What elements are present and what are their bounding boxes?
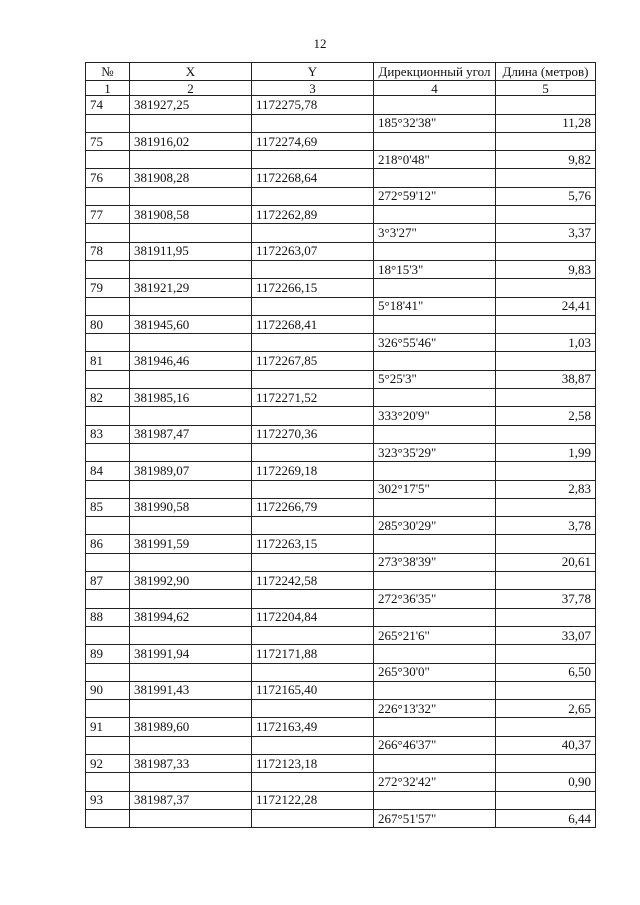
empty-cell [130,443,252,461]
empty-cell [130,370,252,388]
segment-length: 38,87 [496,370,596,388]
point-number: 80 [86,315,130,333]
empty-cell [86,553,130,571]
empty-cell [252,151,374,169]
point-y: 1172165,40 [252,681,374,699]
point-y: 1172274,69 [252,132,374,150]
point-number: 93 [86,791,130,809]
empty-cell [130,590,252,608]
segment-length: 0,90 [496,773,596,791]
point-x: 381987,37 [130,791,252,809]
segment-length: 11,28 [496,114,596,132]
empty-cell [496,389,596,407]
empty-cell [86,809,130,827]
point-row [86,206,596,224]
empty-cell [496,315,596,333]
point-y: 1172263,07 [252,242,374,260]
empty-cell [86,517,130,535]
point-number: 83 [86,425,130,443]
empty-cell [252,517,374,535]
segment-length: 40,37 [496,736,596,754]
empty-cell [86,151,130,169]
empty-cell [130,663,252,681]
segment-length: 9,82 [496,151,596,169]
empty-cell [252,260,374,278]
segment-length: 6,50 [496,663,596,681]
segment-angle: 272°36'35" [374,590,496,608]
point-row [86,718,596,736]
empty-cell [252,443,374,461]
point-number: 92 [86,754,130,772]
empty-cell [252,809,374,827]
empty-cell [374,791,496,809]
empty-cell [252,736,374,754]
empty-cell [374,206,496,224]
segment-row [86,297,596,315]
segment-row [86,736,596,754]
segment-length: 1,99 [496,443,596,461]
empty-cell [130,187,252,205]
empty-cell [130,553,252,571]
segment-angle: 272°32'42" [374,773,496,791]
point-y: 1172268,41 [252,315,374,333]
empty-cell [496,132,596,150]
point-y: 1172204,84 [252,608,374,626]
point-x: 381991,94 [130,645,252,663]
empty-cell [252,700,374,718]
point-number: 74 [86,96,130,114]
segment-row [86,773,596,791]
empty-cell [130,297,252,315]
segment-length: 9,83 [496,260,596,278]
header-y: Y [252,63,374,81]
point-x: 381916,02 [130,132,252,150]
point-number: 82 [86,389,130,407]
point-number: 89 [86,645,130,663]
point-number: 79 [86,279,130,297]
segment-angle: 18°15'3" [374,260,496,278]
point-y: 1172275,78 [252,96,374,114]
segment-length: 1,03 [496,334,596,352]
segment-row [86,626,596,644]
point-row [86,754,596,772]
point-y: 1172270,36 [252,425,374,443]
empty-cell [374,645,496,663]
empty-cell [130,626,252,644]
empty-cell [86,663,130,681]
empty-cell [252,334,374,352]
empty-cell [374,169,496,187]
empty-cell [130,809,252,827]
empty-cell [496,535,596,553]
point-x: 381921,29 [130,279,252,297]
point-row [86,681,596,699]
segment-angle: 302°17'5" [374,480,496,498]
empty-cell [496,206,596,224]
segment-angle: 323°35'29" [374,443,496,461]
empty-cell [130,700,252,718]
empty-cell [496,462,596,480]
point-x: 381989,60 [130,718,252,736]
point-number: 81 [86,352,130,370]
point-number: 91 [86,718,130,736]
segment-row [86,260,596,278]
empty-cell [130,151,252,169]
segment-length: 2,65 [496,700,596,718]
segment-length: 24,41 [496,297,596,315]
point-y: 1172271,52 [252,389,374,407]
empty-cell [86,773,130,791]
empty-cell [496,352,596,370]
point-y: 1172266,15 [252,279,374,297]
segment-row [86,334,596,352]
point-x: 381992,90 [130,572,252,590]
empty-cell [496,754,596,772]
point-number: 88 [86,608,130,626]
point-number: 85 [86,498,130,516]
point-x: 381927,25 [130,96,252,114]
empty-cell [496,572,596,590]
empty-cell [374,279,496,297]
empty-cell [86,407,130,425]
point-y: 1172266,79 [252,498,374,516]
empty-cell [130,260,252,278]
point-x: 381994,62 [130,608,252,626]
segment-angle: 265°30'0" [374,663,496,681]
header-length: Длина (метров) [496,63,596,81]
column-number: 2 [130,81,252,96]
column-number: 5 [496,81,596,96]
empty-cell [496,791,596,809]
empty-cell [252,626,374,644]
segment-angle: 266°46'37" [374,736,496,754]
empty-cell [86,187,130,205]
point-x: 381987,33 [130,754,252,772]
table-body [86,96,596,828]
point-x: 381989,07 [130,462,252,480]
point-number: 90 [86,681,130,699]
segment-angle: 5°18'41" [374,297,496,315]
point-number: 77 [86,206,130,224]
column-number: 3 [252,81,374,96]
point-y: 1172163,49 [252,718,374,736]
point-number: 84 [86,462,130,480]
empty-cell [252,187,374,205]
empty-cell [374,572,496,590]
segment-angle: 326°55'46" [374,334,496,352]
empty-cell [252,590,374,608]
empty-cell [374,498,496,516]
segment-row [86,443,596,461]
empty-cell [496,681,596,699]
empty-cell [252,553,374,571]
segment-row [86,151,596,169]
segment-row [86,663,596,681]
column-number: 1 [86,81,130,96]
point-x: 381945,60 [130,315,252,333]
point-row [86,169,596,187]
coordinates-table [85,62,596,828]
empty-cell [496,498,596,516]
segment-angle: 267°51'57" [374,809,496,827]
empty-cell [374,389,496,407]
point-x: 381991,59 [130,535,252,553]
point-row [86,535,596,553]
empty-cell [374,242,496,260]
point-row [86,425,596,443]
point-x: 381911,95 [130,242,252,260]
point-x: 381946,46 [130,352,252,370]
segment-row [86,114,596,132]
empty-cell [252,480,374,498]
empty-cell [130,517,252,535]
segment-length: 5,76 [496,187,596,205]
segment-angle: 226°13'32" [374,700,496,718]
empty-cell [86,260,130,278]
empty-cell [374,315,496,333]
empty-cell [86,114,130,132]
empty-cell [86,480,130,498]
point-row [86,96,596,114]
point-y: 1172262,89 [252,206,374,224]
empty-cell [496,645,596,663]
header-angle: Дирекционный угол [374,63,496,81]
empty-cell [374,718,496,736]
point-number: 86 [86,535,130,553]
point-x: 381908,28 [130,169,252,187]
empty-cell [86,736,130,754]
empty-cell [130,114,252,132]
point-row [86,315,596,333]
empty-cell [130,407,252,425]
empty-cell [496,242,596,260]
empty-cell [130,334,252,352]
empty-cell [374,425,496,443]
point-y: 1172242,58 [252,572,374,590]
empty-cell [252,224,374,242]
point-y: 1172268,64 [252,169,374,187]
point-y: 1172123,18 [252,754,374,772]
point-y: 1172122,28 [252,791,374,809]
empty-cell [86,334,130,352]
point-number: 87 [86,572,130,590]
header-number: № [86,63,130,81]
segment-row [86,553,596,571]
segment-row [86,224,596,242]
point-row [86,645,596,663]
segment-length: 33,07 [496,626,596,644]
segment-angle: 265°21'6" [374,626,496,644]
empty-cell [252,407,374,425]
point-row [86,352,596,370]
point-y: 1172269,18 [252,462,374,480]
empty-cell [496,718,596,736]
empty-cell [130,480,252,498]
empty-cell [86,590,130,608]
page-number: 12 [313,36,327,51]
empty-cell [496,96,596,114]
point-number: 75 [86,132,130,150]
header-x: X [130,63,252,81]
empty-cell [374,681,496,699]
empty-cell [374,608,496,626]
empty-cell [252,663,374,681]
column-number-row [86,81,596,96]
segment-row [86,700,596,718]
point-y: 1172171,88 [252,645,374,663]
segment-angle: 272°59'12" [374,187,496,205]
empty-cell [130,773,252,791]
empty-cell [130,736,252,754]
point-row [86,279,596,297]
segment-row [86,517,596,535]
point-row [86,608,596,626]
point-row [86,498,596,516]
point-row [86,242,596,260]
empty-cell [374,462,496,480]
segment-angle: 333°20'9" [374,407,496,425]
segment-row [86,187,596,205]
empty-cell [374,352,496,370]
segment-angle: 185°32'38" [374,114,496,132]
point-number: 76 [86,169,130,187]
segment-length: 2,58 [496,407,596,425]
empty-cell [252,297,374,315]
point-number: 78 [86,242,130,260]
point-x: 381908,58 [130,206,252,224]
segment-angle: 218°0'48" [374,151,496,169]
header-row [86,63,596,81]
empty-cell [86,443,130,461]
empty-cell [86,626,130,644]
segment-row [86,480,596,498]
point-x: 381990,58 [130,498,252,516]
point-x: 381987,47 [130,425,252,443]
point-x: 381985,16 [130,389,252,407]
point-row [86,132,596,150]
point-row [86,791,596,809]
empty-cell [86,224,130,242]
point-y: 1172267,85 [252,352,374,370]
segment-length: 37,78 [496,590,596,608]
segment-angle: 273°38'39" [374,553,496,571]
empty-cell [252,114,374,132]
empty-cell [496,425,596,443]
empty-cell [86,700,130,718]
segment-angle: 3°3'27" [374,224,496,242]
segment-row [86,809,596,827]
segment-length: 3,78 [496,517,596,535]
segment-length: 20,61 [496,553,596,571]
segment-angle: 285°30'29" [374,517,496,535]
point-row [86,462,596,480]
segment-length: 6,44 [496,809,596,827]
point-row [86,572,596,590]
point-x: 381991,43 [130,681,252,699]
empty-cell [374,754,496,772]
empty-cell [496,279,596,297]
segment-row [86,407,596,425]
segment-length: 2,83 [496,480,596,498]
empty-cell [86,297,130,315]
empty-cell [374,535,496,553]
segment-row [86,370,596,388]
point-row [86,389,596,407]
empty-cell [252,773,374,791]
segment-angle: 5°25'3" [374,370,496,388]
empty-cell [374,96,496,114]
empty-cell [130,224,252,242]
segment-row [86,590,596,608]
empty-cell [86,370,130,388]
empty-cell [496,608,596,626]
column-number: 4 [374,81,496,96]
point-y: 1172263,15 [252,535,374,553]
empty-cell [496,169,596,187]
empty-cell [374,132,496,150]
empty-cell [252,370,374,388]
segment-length: 3,37 [496,224,596,242]
